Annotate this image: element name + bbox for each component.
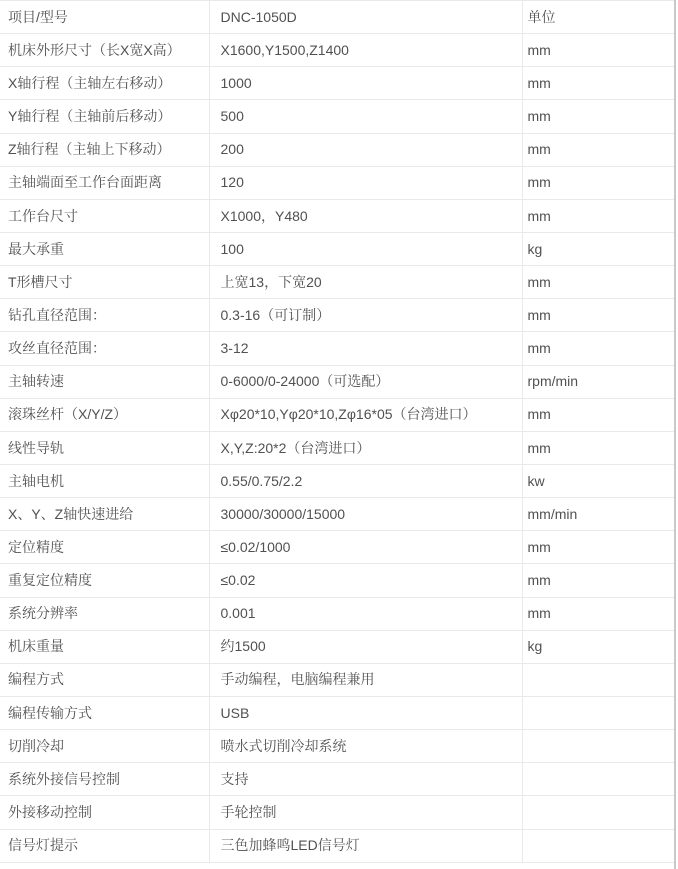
spec-unit-cell: [522, 696, 675, 729]
spec-item-cell: 攻丝直径范围：: [0, 332, 209, 365]
spec-value-cell: 100: [209, 232, 522, 265]
spec-item-cell: 重复定位精度: [0, 564, 209, 597]
spec-item-cell: 信号灯提示: [0, 829, 209, 862]
table-row: [0, 34, 675, 67]
page-right-edge-line: [674, 0, 676, 869]
table-row: [0, 730, 675, 763]
table-row: [0, 796, 675, 829]
header-model-cell: DNC-1050D: [209, 1, 522, 34]
spec-item-cell: X、Y、Z轴快速进给: [0, 498, 209, 531]
spec-item-cell: X轴行程（主轴左右移动）: [0, 67, 209, 100]
spec-value-cell: 0-6000/0-24000（可选配）: [209, 365, 522, 398]
table-row: [0, 266, 675, 299]
spec-value-cell: 0.001: [209, 597, 522, 630]
spec-value-cell: 手轮控制: [209, 796, 522, 829]
spec-unit-cell: mm: [522, 299, 675, 332]
spec-unit-cell: [522, 763, 675, 796]
spec-value-cell: 手动编程，电脑编程兼用: [209, 663, 522, 696]
spec-value-cell: 0.55/0.75/2.2: [209, 464, 522, 497]
spec-unit-cell: [522, 730, 675, 763]
table-row: [0, 332, 675, 365]
spec-item-cell: 主轴电机: [0, 464, 209, 497]
table-row: [0, 199, 675, 232]
spec-item-cell: 机床重量: [0, 630, 209, 663]
spec-value-cell: USB: [209, 696, 522, 729]
table-row: [0, 564, 675, 597]
spec-unit-cell: rpm/min: [522, 365, 675, 398]
spec-item-cell: 主轴端面至工作台面距离: [0, 166, 209, 199]
spec-unit-cell: [522, 796, 675, 829]
spec-value-cell: ≤0.02: [209, 564, 522, 597]
spec-item-cell: 线性导轨: [0, 431, 209, 464]
spec-item-cell: 外接移动控制: [0, 796, 209, 829]
spec-value-cell: X,Y,Z:20*2（台湾进口）: [209, 431, 522, 464]
spec-value-cell: 喷水式切削冷却系统: [209, 730, 522, 763]
table-row: [0, 464, 675, 497]
spec-value-cell: 三色加蜂鸣LED信号灯: [209, 829, 522, 862]
spec-item-cell: 系统外接信号控制: [0, 763, 209, 796]
spec-item-cell: 切削冷却: [0, 730, 209, 763]
table-row: [0, 431, 675, 464]
spec-value-cell: 上宽13，下宽20: [209, 266, 522, 299]
spec-value-cell: 30000/30000/15000: [209, 498, 522, 531]
spec-unit-cell: mm: [522, 431, 675, 464]
table-row: [0, 299, 675, 332]
spec-value-cell: 500: [209, 100, 522, 133]
table-row: [0, 365, 675, 398]
spec-item-cell: 最大承重: [0, 232, 209, 265]
spec-item-cell: Z轴行程（主轴上下移动）: [0, 133, 209, 166]
spec-value-cell: X1000，Y480: [209, 199, 522, 232]
spec-unit-cell: mm: [522, 398, 675, 431]
spec-unit-cell: mm: [522, 67, 675, 100]
table-row: [0, 67, 675, 100]
spec-unit-cell: mm: [522, 531, 675, 564]
table-row: [0, 133, 675, 166]
spec-value-cell: X1600,Y1500,Z1400: [209, 34, 522, 67]
spec-unit-cell: mm: [522, 166, 675, 199]
table-row: [0, 100, 675, 133]
spec-item-cell: 钻孔直径范围：: [0, 299, 209, 332]
table-row: [0, 663, 675, 696]
spec-value-cell: 约1500: [209, 630, 522, 663]
spec-value-cell: 支持: [209, 763, 522, 796]
spec-value-cell: 200: [209, 133, 522, 166]
spec-value-cell: Xφ20*10,Yφ20*10,Zφ16*05（台湾进口）: [209, 398, 522, 431]
spec-unit-cell: mm: [522, 597, 675, 630]
spec-unit-cell: mm: [522, 332, 675, 365]
spec-unit-cell: mm: [522, 199, 675, 232]
spec-unit-cell: kg: [522, 232, 675, 265]
header-item-cell: 项目/型号: [0, 1, 209, 34]
spec-value-cell: 120: [209, 166, 522, 199]
spec-unit-cell: mm/min: [522, 498, 675, 531]
table-row: [0, 498, 675, 531]
table-header-row: [0, 1, 675, 34]
table-row: [0, 696, 675, 729]
spec-value-cell: ≤0.02/1000: [209, 531, 522, 564]
spec-item-cell: 编程方式: [0, 663, 209, 696]
table-row: [0, 398, 675, 431]
spec-unit-cell: kg: [522, 630, 675, 663]
spec-unit-cell: [522, 829, 675, 862]
table-row: [0, 166, 675, 199]
table-row: [0, 763, 675, 796]
table-row: [0, 829, 675, 862]
table-row: [0, 232, 675, 265]
table-row: [0, 630, 675, 663]
spec-unit-cell: [522, 663, 675, 696]
spec-item-cell: 工作台尺寸: [0, 199, 209, 232]
table-row: [0, 597, 675, 630]
spec-value-cell: 3-12: [209, 332, 522, 365]
spec-unit-cell: mm: [522, 564, 675, 597]
spec-item-cell: Y轴行程（主轴前后移动）: [0, 100, 209, 133]
spec-unit-cell: mm: [522, 34, 675, 67]
spec-item-cell: 机床外形尺寸（长X宽X高）: [0, 34, 209, 67]
spec-item-cell: 滚珠丝杆（X/Y/Z）: [0, 398, 209, 431]
spec-item-cell: T形槽尺寸: [0, 266, 209, 299]
spec-table-body: [0, 1, 675, 863]
spec-item-cell: 主轴转速: [0, 365, 209, 398]
spec-unit-cell: kw: [522, 464, 675, 497]
spec-unit-cell: mm: [522, 266, 675, 299]
spec-unit-cell: mm: [522, 133, 675, 166]
spec-item-cell: 系统分辨率: [0, 597, 209, 630]
spec-unit-cell: mm: [522, 100, 675, 133]
spec-item-cell: 编程传输方式: [0, 696, 209, 729]
spec-value-cell: 0.3-16（可订制）: [209, 299, 522, 332]
spec-value-cell: 1000: [209, 67, 522, 100]
table-row: [0, 531, 675, 564]
header-unit-cell: 单位: [522, 1, 675, 34]
spec-item-cell: 定位精度: [0, 531, 209, 564]
